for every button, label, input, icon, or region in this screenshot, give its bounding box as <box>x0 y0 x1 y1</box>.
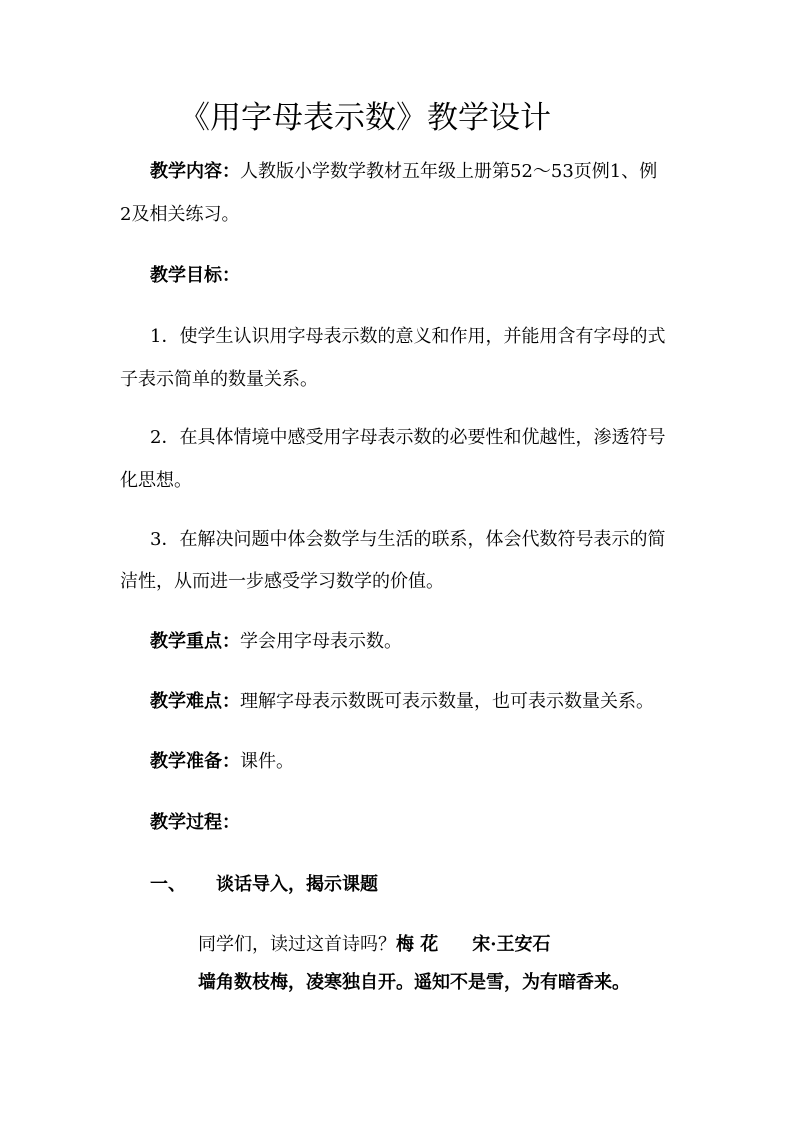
objective-3-line-1: 3．在解决问题中体会数学与生活的联系，体会代数符号表示的简 <box>150 529 666 550</box>
teaching-content-line <box>150 160 657 184</box>
objective-3-line-2: 洁性，从而进一步感受学习数学的价值。 <box>120 571 444 592</box>
poem-intro-line <box>198 933 551 957</box>
section-1-title: 谈话导入，揭示课题 <box>216 874 378 895</box>
objective-2-line-2: 化思想。 <box>120 470 192 491</box>
preparation-text: 课件。 <box>240 751 294 772</box>
difficulty-line <box>150 690 654 714</box>
poem-title: 梅 花 <box>396 934 439 955</box>
teaching-process-label: 教学过程： <box>150 812 240 833</box>
key-point-text: 学会用字母表示数。 <box>240 631 402 652</box>
key-point-line <box>150 630 402 654</box>
preparation-line <box>150 750 294 774</box>
preparation-label: 教学准备： <box>150 751 240 772</box>
poem-verse: 墙角数枝梅，凌寒独自开。遥知不是雪，为有暗香来。 <box>198 972 630 993</box>
difficulty-text: 理解字母表示数既可表示数量，也可表示数量关系。 <box>240 691 654 712</box>
teaching-content-line-2: 2及相关练习。 <box>120 204 240 225</box>
teaching-content-label: 教学内容： <box>150 161 240 182</box>
section-1-number: 一、 <box>150 874 186 895</box>
section-1-heading <box>150 873 378 897</box>
teaching-objectives-label: 教学目标： <box>150 265 240 286</box>
document-title: 《用字母表示数》教学设计 <box>179 100 551 136</box>
poem-question: 同学们，读过这首诗吗？ <box>198 934 396 955</box>
poem-author: 宋·王安石 <box>472 934 551 955</box>
objective-2-line-1: 2．在具体情境中感受用字母表示数的必要性和优越性，渗透符号 <box>150 427 666 448</box>
objective-1-line-1: 1．使学生认识用字母表示数的意义和作用，并能用含有字母的式 <box>150 326 666 347</box>
difficulty-label: 教学难点： <box>150 691 240 712</box>
objective-1-line-2: 子表示简单的数量关系。 <box>120 369 318 390</box>
teaching-content-text: 人教版小学数学教材五年级上册第52～53页例1、例 <box>240 161 658 182</box>
key-point-label: 教学重点： <box>150 631 240 652</box>
